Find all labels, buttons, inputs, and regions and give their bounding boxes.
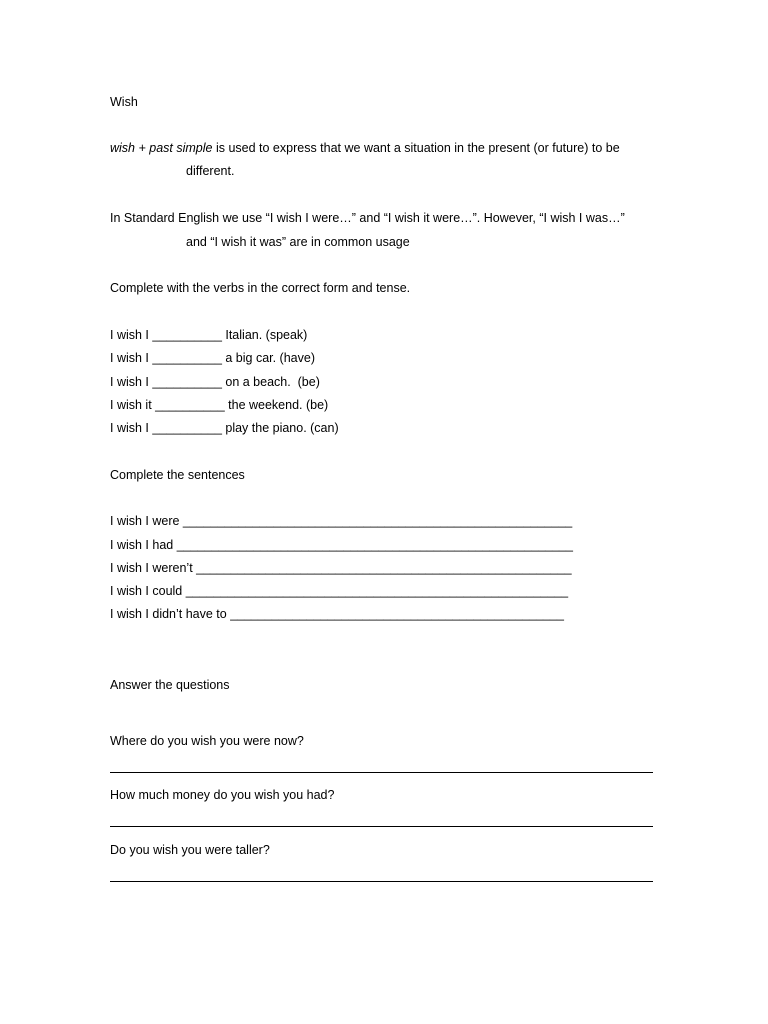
exercise-2-heading: Complete the sentences [110, 468, 245, 482]
question-text: Where do you wish you were now? [110, 734, 304, 748]
exercise-1-item: I wish I __________ play the piano. (can) [110, 421, 339, 435]
exercise-1-item: I wish I __________ Italian. (speak) [110, 328, 308, 342]
exercise-2-item: I wish I had _________________________________________________________ [110, 538, 573, 552]
answer-line [110, 826, 653, 827]
intro-formula: wish + past simple [110, 141, 213, 155]
intro-paragraph-2: In Standard English we use “I wish I were…” and “I wish it were…”. However, “I wish I was…” [110, 211, 625, 225]
intro-paragraph-2-cont: and “I wish it was” are in common usage [186, 235, 410, 249]
intro-text: is used to express that we want a situation in the present (or future) to be [212, 141, 620, 155]
exercise-1-item: I wish I __________ on a beach. (be) [110, 375, 320, 389]
exercise-1-item: I wish I __________ a big car. (have) [110, 351, 315, 365]
exercise-2-item: I wish I didn’t have to ________________________________________________ [110, 607, 564, 621]
question-text: How much money do you wish you had? [110, 788, 335, 802]
intro-paragraph-1 [110, 140, 620, 156]
exercise-1-item: I wish it __________ the weekend. (be) [110, 398, 329, 412]
exercise-2-item: I wish I weren’t ______________________________________________________ [110, 561, 572, 575]
exercise-2-item: I wish I were ________________________________________________________ [110, 514, 573, 528]
answer-line [110, 772, 653, 773]
answer-line [110, 881, 653, 882]
exercise-2-item: I wish I could _______________________________________________________ [110, 584, 569, 598]
intro-paragraph-1-cont: different. [186, 164, 235, 178]
exercise-3-heading: Answer the questions [110, 678, 230, 692]
worksheet-title: Wish [110, 95, 138, 109]
exercise-1-heading: Complete with the verbs in the correct form and tense. [110, 281, 411, 295]
question-text: Do you wish you were taller? [110, 843, 270, 857]
